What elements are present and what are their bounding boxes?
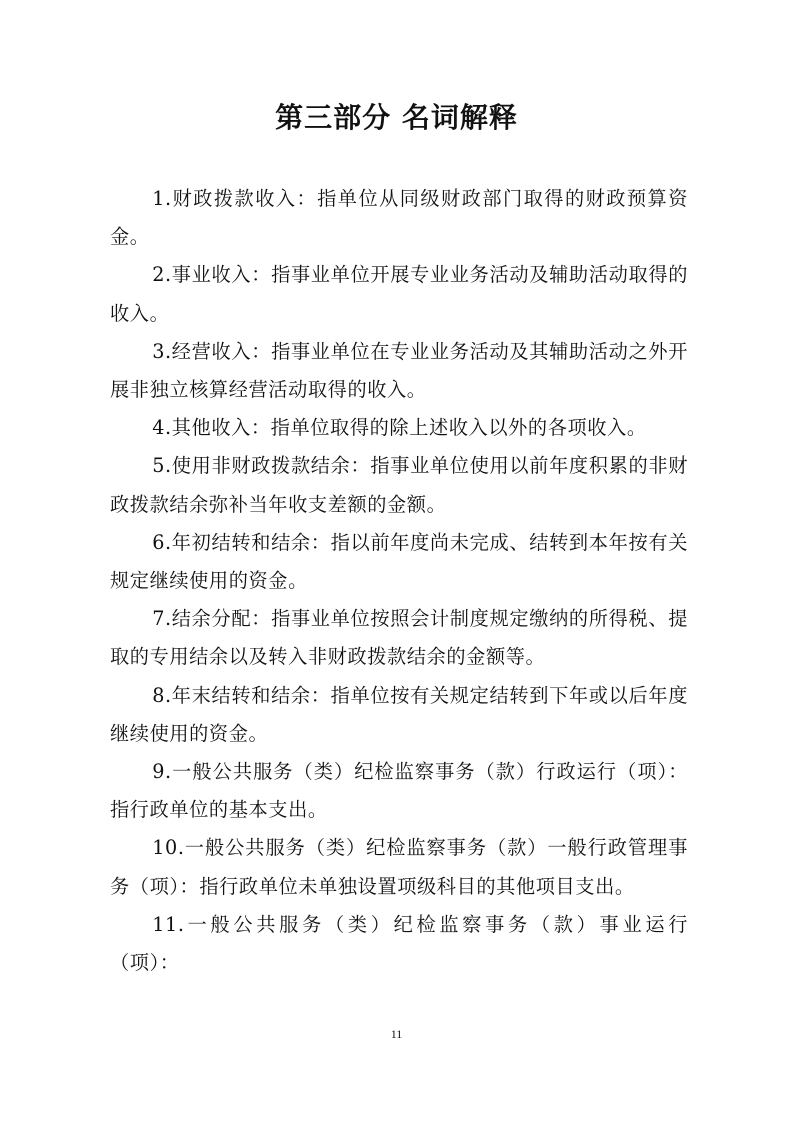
paragraph-4: 4.其他收入：指单位取得的除上述收入以外的各项收入。 [152,416,647,440]
body-text [110,180,688,982]
paragraph-9: 9.一般公共服务（类）纪检监察事务（款）行政运行（项）：指行政单位的基本支出。 [110,760,688,822]
paragraph-5: 5.使用非财政拨款结余：指事业单位使用以前年度积累的非财政拨款结余弥补当年收支差额的金额。 [110,454,688,516]
paragraph-2: 2.事业收入：指事业单位开展专业业务活动及辅助活动取得的收入。 [110,263,688,325]
paragraph-10: 10.一般公共服务（类）纪检监察事务（款）一般行政管理事务（项）：指行政单位未单独设置项级科目的其他项目支出。 [110,836,688,898]
paragraph-1: 1.财政拨款收入：指单位从同级财政部门取得的财政预算资金。 [110,187,688,249]
page-number: 11 [390,1027,403,1041]
page-title: 第三部分 名词解释 [275,101,518,134]
paragraph-3: 3.经营收入：指事业单位在专业业务活动及其辅助活动之外开展非独立核算经营活动取得的收入。 [110,339,688,402]
paragraph-11: 11.一般公共服务（类）纪检监察事务（款）事业运行（项）： [110,912,688,975]
paragraph-6: 6.年初结转和结余：指以前年度尚未完成、结转到本年按有关规定继续使用的资金。 [110,530,688,593]
paragraph-7: 7.结余分配：指事业单位按照会计制度规定缴纳的所得税、提取的专用结余以及转入非财政拨款结余的金额等。 [110,607,688,669]
paragraph-8: 8.年末结转和结余：指单位按有关规定结转到下年或以后年度继续使用的资金。 [110,683,688,745]
